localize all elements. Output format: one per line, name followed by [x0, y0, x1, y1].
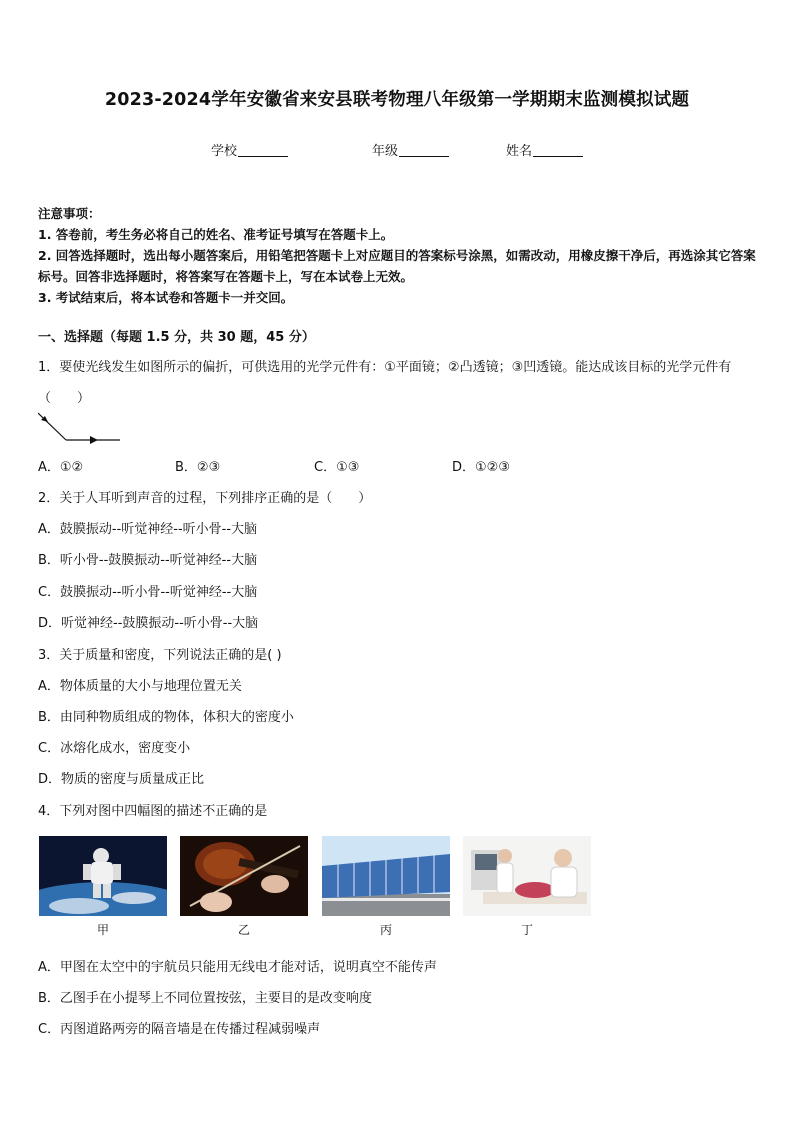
section-heading: 一、选择题（每题 1.5 分，共 30 题，45 分）: [38, 330, 315, 345]
caption-ding: 丁: [520, 923, 533, 937]
name-field[interactable]: [506, 140, 583, 159]
note-item-1: 1. 答卷前，考生务必将自己的姓名、准考证号填写在答题卡上。: [38, 227, 394, 242]
note-item-2: 2. 回答选择题时，选出每小题答案后，用铅笔把答题卡上对应题目的答案标号涂黑，如需改动，用橡皮擦干净后，再选涂其它答案标号。回答非选择题时，将答案写在答题卡上，写在本试卷上无效。: [38, 248, 756, 284]
q2-option-b[interactable]: B．听小骨--鼓膜振动--听觉神经--大脑: [38, 553, 258, 568]
light-ray-diagram: [38, 410, 128, 450]
notes-heading: 注意事项：: [38, 206, 101, 221]
q4-option-b[interactable]: B．乙图手在小提琴上不同位置按弦，主要目的是改变响度: [38, 991, 372, 1006]
grade-field[interactable]: [372, 140, 449, 159]
caption-yi: 乙: [237, 923, 250, 937]
note-item-3: 3. 考试结束后，将本试卷和答题卡一并交回。: [38, 290, 294, 305]
q1-option-b[interactable]: B．②③: [175, 460, 221, 475]
q3-option-d[interactable]: D．物质的密度与质量成正比: [38, 772, 205, 787]
name-blank[interactable]: [533, 144, 583, 157]
q2-option-d[interactable]: D．听觉神经--鼓膜振动--听小骨--大脑: [38, 616, 259, 631]
q3-option-b[interactable]: B．由同种物质组成的物体，体积大的密度小: [38, 710, 294, 725]
grade-blank[interactable]: [399, 144, 449, 157]
sound-barrier-image: [322, 836, 450, 916]
question-1-stem: 1．要使光线发生如图所示的偏折，可供选用的光学元件有：①平面镜；②凸透镜；③凹透镜。能达成该目标的光学元件有（ ）: [38, 360, 732, 406]
q4-option-c[interactable]: C．丙图道路两旁的隔音墙是在传播过程减弱噪声: [38, 1022, 321, 1037]
question-4-stem: 4．下列对图中四幅图的描述不正确的是: [38, 804, 268, 819]
question-2-stem: 2．关于人耳听到声音的过程，下列排序正确的是（ ）: [38, 491, 372, 506]
caption-bing: 丙: [379, 923, 392, 937]
q1-option-d[interactable]: D．①②③: [452, 460, 510, 475]
notes-block: [38, 203, 762, 308]
violin-image: [180, 836, 308, 916]
ultrasound-image: [463, 836, 591, 916]
astronaut-image: [39, 836, 167, 916]
page-title: 2023-2024学年安徽省来安县联考物理八年级第一学期期末监测模拟试题: [104, 90, 690, 110]
q2-option-a[interactable]: A．鼓膜振动--听觉神经--听小骨--大脑: [38, 522, 258, 537]
caption-jia: 甲: [96, 923, 109, 937]
grade-label: 年级: [372, 144, 399, 159]
q1-option-c[interactable]: C．①③: [314, 460, 360, 475]
school-field[interactable]: [211, 140, 288, 159]
name-label: 姓名: [506, 144, 533, 159]
school-label: 学校: [211, 144, 238, 159]
q4-option-a[interactable]: A．甲图在太空中的宇航员只能用无线电才能对话，说明真空不能传声: [38, 960, 437, 975]
question-3-stem: 3．关于质量和密度，下列说法正确的是( ): [38, 648, 282, 663]
q1-option-a[interactable]: A．①②: [38, 460, 84, 475]
q3-option-a[interactable]: A．物体质量的大小与地理位置无关: [38, 679, 242, 694]
q2-option-c[interactable]: C．鼓膜振动--听小骨--听觉神经--大脑: [38, 585, 258, 600]
school-blank[interactable]: [238, 144, 288, 157]
q3-option-c[interactable]: C．冰熔化成水，密度变小: [38, 741, 191, 756]
